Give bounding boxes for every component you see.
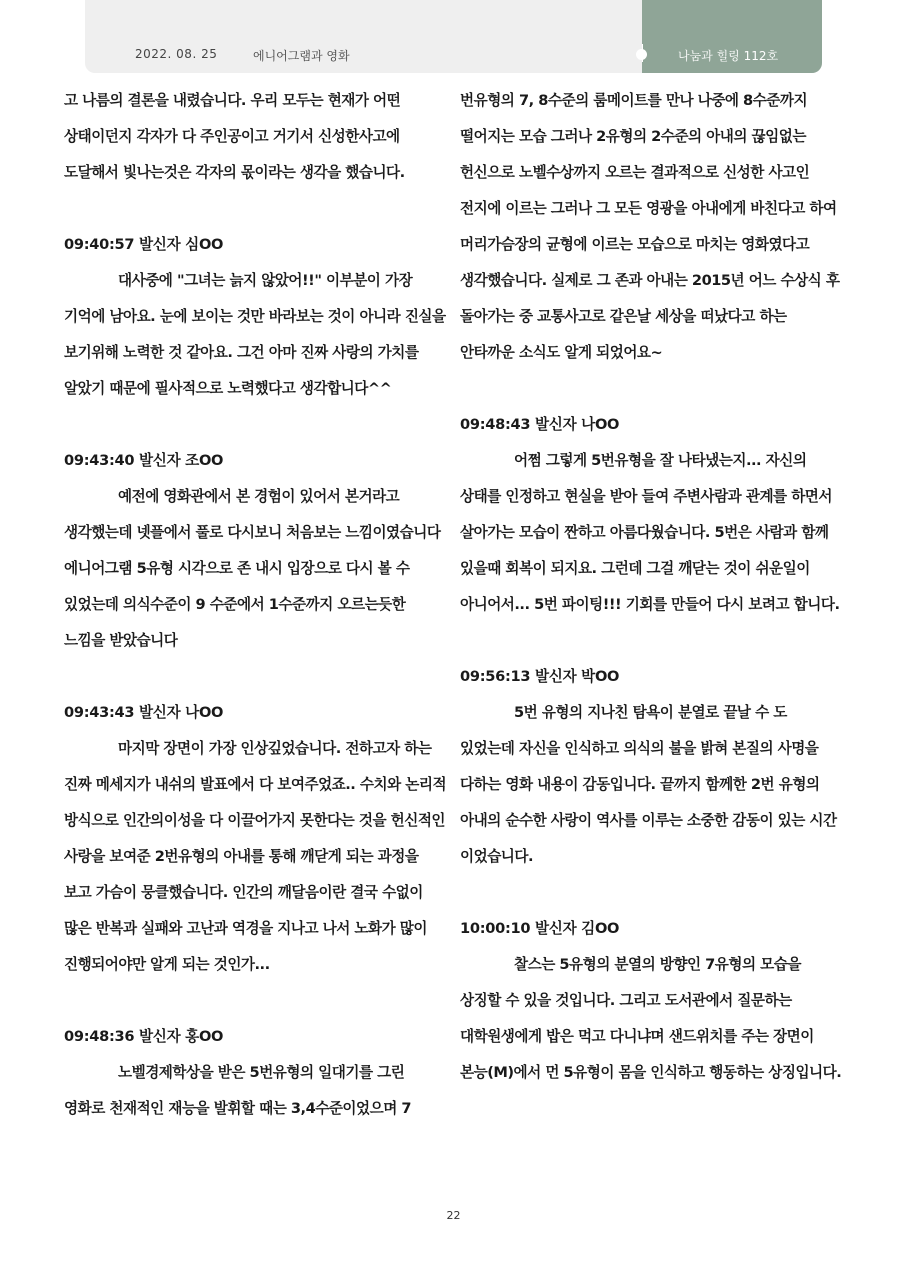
- message-sender: 09:48:43 발신자 나OO: [460, 416, 620, 433]
- message-text: 어쩜 그렇게 5번유형을 잘 나타냈는지... 자신의 상태를 인정하고 현실을 받아 들여 주변사람과 관계를 하면서 살아가는 모습이 짠하고 아름다웠습니다. 5번은 사람과 함께 있을때 회복이 되지요. 그런데 그걸 깨닫는 것이 쉬운일이 아니어서... 5번 파이팅!!! 기회를 만들어 다시 보려고 합니다.: [460, 452, 840, 613]
- header-date: 2022. 08. 25: [135, 47, 218, 61]
- message-text: 대사중에 "그녀는 늙지 않았어!!" 이부분이 가장 기억에 남아요. 눈에 보이는 것만 바라보는 것이 아니라 진실을 보기위해 노력한 것 같아요. 그건 아마 진짜 사랑의 가치를 알았기 때문에 필사적으로 노력했다고 생각합니다^^: [64, 272, 446, 397]
- message-text: 마지막 장면이 가장 인상깊었습니다. 전하고자 하는 진짜 메세지가 내쉬의 발표에서 다 보여주었죠.. 수치와 논리적 방식으로 인간의이성을 다 이끌어가지 못한다는 것을 헌신적인 사랑을 보여준 2번유형의 아내를 통해 깨닫게 되는 과정을 보고 가슴이 뭉클했습니다. 인간의 깨달음이란 결국 수없이 많은 반복과 실패와 고난과 역경을 지나고 나서 노화가 많이 진행되어야만 알게 되는 것인가...: [64, 740, 447, 973]
- header-topic: 에니어그램과 영화: [253, 49, 350, 63]
- message-text: 노벨경제학상을 받은 5번유형의 일대기를 그린 영화로 천재적인 재능을 발휘할 때는 3,4수준이었으며 7: [64, 1064, 412, 1117]
- message-text: 5번 유형의 지나친 탐욕이 분열로 끝날 수 도 있었는데 자신을 인식하고 의식의 불을 밝혀 본질의 사명을 다하는 영화 내용이 감동입니다. 끝까지 함께한 2번 유형의 아내의 순수한 사랑이 역사를 이루는 소중한 감동이 있는 시간 이었습니다.: [460, 704, 837, 865]
- header-issue-panel: [642, 0, 822, 73]
- message-text: 찰스는 5유형의 분열의 방향인 7유형의 모습을 상징할 수 있을 것입니다. 그리고 도서관에서 질문하는 대학원생에게 밥은 먹고 다니냐며 샌드위치를 주는 장면이 본능(M)에서 먼 5유형이 몸을 인식하고 행동하는 상징입니다.: [460, 956, 842, 1081]
- message-sender: 09:40:57 발신자 심OO: [64, 236, 224, 253]
- continued-paragraph: 번유형의 7, 8수준의 룸메이트를 만나 나중에 8수준까지 떨어지는 모습 그러나 2유형의 2수준의 아내의 끊임없는 헌신으로 노벨수상까지 오르는 결과적으로 신성한 사고인 전지에 이르는 그러나 그 모든 영광을 아내에게 바친다고 하여 머리가슴장의 균형에 이르는 모습으로 마치는 영화였다고 생각했습니다. 실제로 그 존과 아내는 2015년 어느 수상식 후 돌아가는 중 교통사고로 같은날 세상을 떠났다고 하는 안타까운 소식도 알게 되었어요~: [460, 92, 840, 361]
- page-header: [85, 0, 822, 73]
- message-sender: 09:56:13 발신자 박OO: [460, 668, 620, 685]
- message-text: 예전에 영화관에서 본 경험이 있어서 본거라고 생각했는데 넷플에서 풀로 다시보니 처음보는 느낌이였습니다 에니어그램 5유형 시각으로 존 내시 입장으로 다시 볼 수 있었는데 의식수준이 9 수준에서 1수준까지 오르는듯한 느낌을 받았습니다: [64, 488, 441, 649]
- left-column: [64, 83, 447, 1127]
- header-issue: 나눔과 힐링 112호: [678, 49, 779, 63]
- intro-paragraph: 고 나름의 결론을 내렸습니다. 우리 모두는 현재가 어떤 상태이던지 각자가 다 주인공이고 거기서 신성한사고에 도달해서 빛나는것은 각자의 몫이라는 생각을 했습니다.: [64, 92, 405, 181]
- message-sender: 09:48:36 발신자 홍OO: [64, 1028, 224, 1045]
- message-sender: 09:43:43 발신자 나OO: [64, 704, 224, 721]
- right-column: [460, 83, 843, 1091]
- header-dot-icon: [636, 49, 647, 60]
- message-sender: 09:43:40 발신자 조OO: [64, 452, 224, 469]
- page-number: 22: [446, 1209, 461, 1222]
- message-sender: 10:00:10 발신자 김OO: [460, 920, 620, 937]
